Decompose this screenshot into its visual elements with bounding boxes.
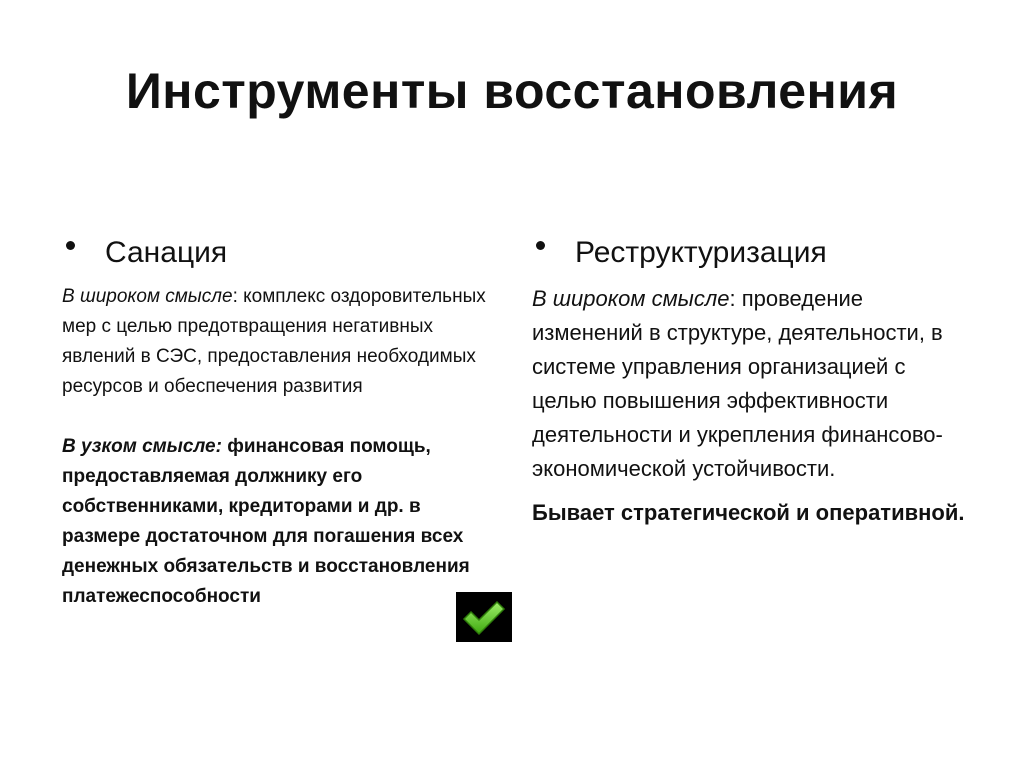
broad-definition-text: : комплекс оздоровительных мер с целью предотвращения негативных явлений в СЭС, предоставления необходимых ресурсов и обеспечения развития — [62, 286, 486, 397]
broad-definition-text: : проведение изменений в структуре, деятельности, в системе управления организацией с целью повышения эффективности деятельности и укрепления финансово-экономической устойчивости. — [532, 286, 943, 481]
sanation-narrow-definition — [62, 432, 502, 612]
heading-sanation: Санация — [105, 236, 228, 269]
column-restructuring — [532, 236, 972, 530]
broad-term-label: В широком смысле — [532, 286, 730, 311]
broad-term-label: В широком смысле — [62, 286, 233, 307]
heading-restructuring: Реструктуризация — [575, 236, 827, 269]
sanation-broad-definition — [62, 282, 502, 402]
restructuring-types: Бывает стратегической и оперативной. — [532, 500, 965, 525]
bullet-sanation — [62, 236, 502, 270]
slide-title: Инструменты восстановления — [125, 63, 899, 119]
bullet-dot — [536, 241, 545, 250]
column-sanation — [62, 236, 502, 612]
narrow-term-label: В узком смысле: — [62, 436, 222, 457]
bullet-restructuring — [532, 236, 972, 270]
narrow-definition-text: финансовая помощь, предоставляемая должнику его собственниками, кредиторами и др. в размере достаточном для погашения всех денежных обязательств и восстановления платежеспособности — [62, 436, 470, 607]
checkmark-svg — [456, 592, 512, 642]
checkmark-icon — [456, 592, 512, 642]
bullet-dot — [66, 241, 75, 250]
restructuring-broad-definition — [532, 282, 972, 486]
